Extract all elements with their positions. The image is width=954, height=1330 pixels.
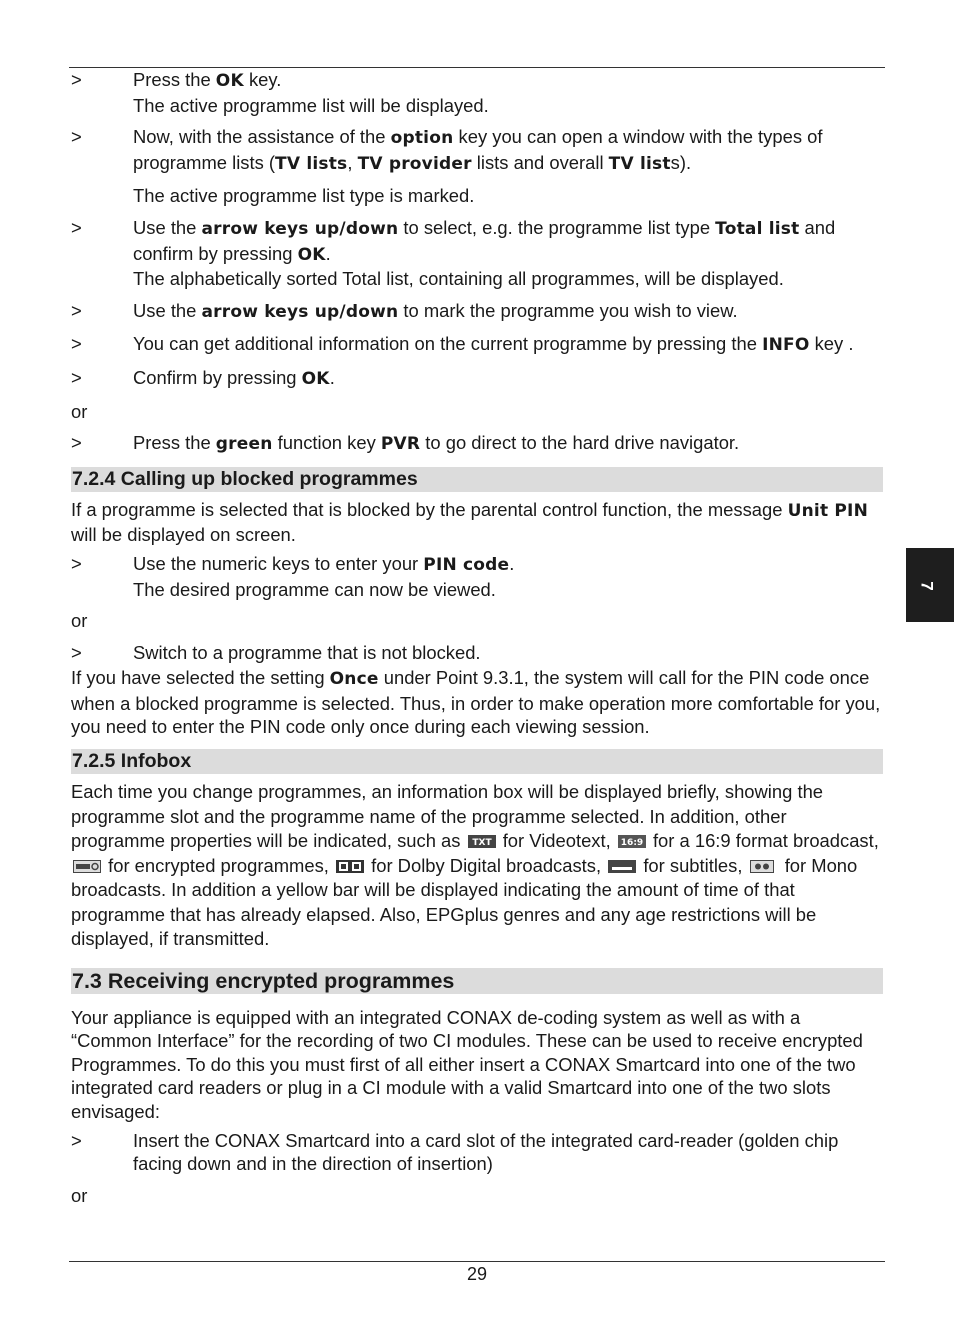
encrypted-icon [73, 860, 101, 873]
step-marker: > [71, 216, 82, 238]
dolby-digital-icon [336, 860, 364, 873]
step-marker: > [71, 333, 82, 355]
step-confirm-ok: > Confirm by pressing OK. [71, 366, 335, 389]
heading-7-2-4: 7.2.4 Calling up blocked programmes [71, 467, 883, 492]
step-select-list-type: > Use the arrow keys up/down to select, e.g. the programme list type Total list and confirm by pressing OK. The alphabetically sorted Total list, containing all programmes, will be displayed. [71, 216, 836, 290]
step-marker: > [71, 299, 82, 321]
step-switch-programme: > Switch to a programme that is not blocked. [71, 641, 481, 663]
step-marker: > [71, 126, 82, 148]
page-content [71, 68, 883, 1215]
or-separator: or [71, 400, 88, 422]
bottom-rule [69, 1261, 885, 1262]
format-16-9-icon [618, 835, 646, 848]
step-info-key: > You can get additional information on the current programme by pressing the INFO key . [71, 333, 854, 356]
step-marker: > [71, 552, 82, 574]
paragraph-infobox: Each time you change programmes, an information box will be displayed briefly, showing the programme slot and the programme name of the programme selected. In addition, other programme properties will be indicated, such as TXT for Videotext, 16:9 for a 16:9 format broadcast, for encrypted programmes, for Dolby Digital broadcasts, for subtitles, for Mono broadcasts. In addition a yellow bar will be displayed indicating the amount of time of that programme that has already elapsed. Also, EPGplus genres and any age restrictions will be displayed, if transmitted. [71, 781, 879, 950]
step-marker: > [71, 69, 82, 90]
videotext-icon [468, 835, 496, 848]
step-mark-programme: > Use the arrow keys up/down to mark the programme you wish to view. [71, 299, 738, 322]
paragraph-once-setting: If you have selected the setting Once under Point 9.3.1, the system will call for the PIN code once when a blocked programme is selected. Thus, in order to make operation more comfortable for you, you need to enter the PIN code only once during each viewing session. [71, 667, 881, 738]
svg-text:16:9: 16:9 [620, 838, 644, 849]
step-insert-smartcard: > Insert the CONAX Smartcard into a card slot of the integrated card-reader (golden chip facing down and in the direction of insertion) [71, 1129, 839, 1175]
paragraph-encrypted: Your appliance is equipped with an integrated CONAX de-coding system as well as with a “Common Interface” for the recording of two CI modules. These can be used to receive encrypted Programmes. To do this you must first of all either insert a CONAX Smartcard into one of the two integrated card readers or plug in a CI module with a valid Smartcard into one of the two slots envisaged: [71, 1006, 863, 1122]
heading-7-3: 7.3 Receiving encrypted programmes [71, 968, 883, 994]
step-enter-pin: > Use the numeric keys to enter your PIN code. The desired programme can now be viewed. [71, 552, 515, 600]
page-number: 29 [466, 1264, 488, 1284]
step-marker: > [71, 641, 82, 663]
heading-7-2-5: 7.2.5 Infobox [71, 749, 883, 774]
paragraph-blocked: If a programme is selected that is blocked by the parental control function, the message Unit PIN will be displayed on screen. [71, 498, 869, 546]
mono-icon [750, 860, 778, 873]
step-marker: > [71, 432, 82, 454]
or-separator: or [71, 610, 88, 632]
or-separator: or [71, 1184, 88, 1206]
step-marker: > [71, 1129, 82, 1151]
step-press-ok: > Press the OK key. The active programme list will be displayed. [71, 69, 489, 116]
step-pvr-key: > Press the green function key PVR to go direct to the hard drive navigator. [71, 432, 740, 455]
step-option-key: > Now, with the assistance of the option key you can open a window with the types of programme lists (TV lists, TV provider lists and overall TV lists). The active programme list type is marked. [71, 126, 823, 207]
chapter-tab: 7 [906, 548, 954, 622]
subtitles-icon [608, 860, 636, 873]
step-marker: > [71, 366, 82, 388]
svg-text:TXT: TXT [471, 838, 492, 849]
